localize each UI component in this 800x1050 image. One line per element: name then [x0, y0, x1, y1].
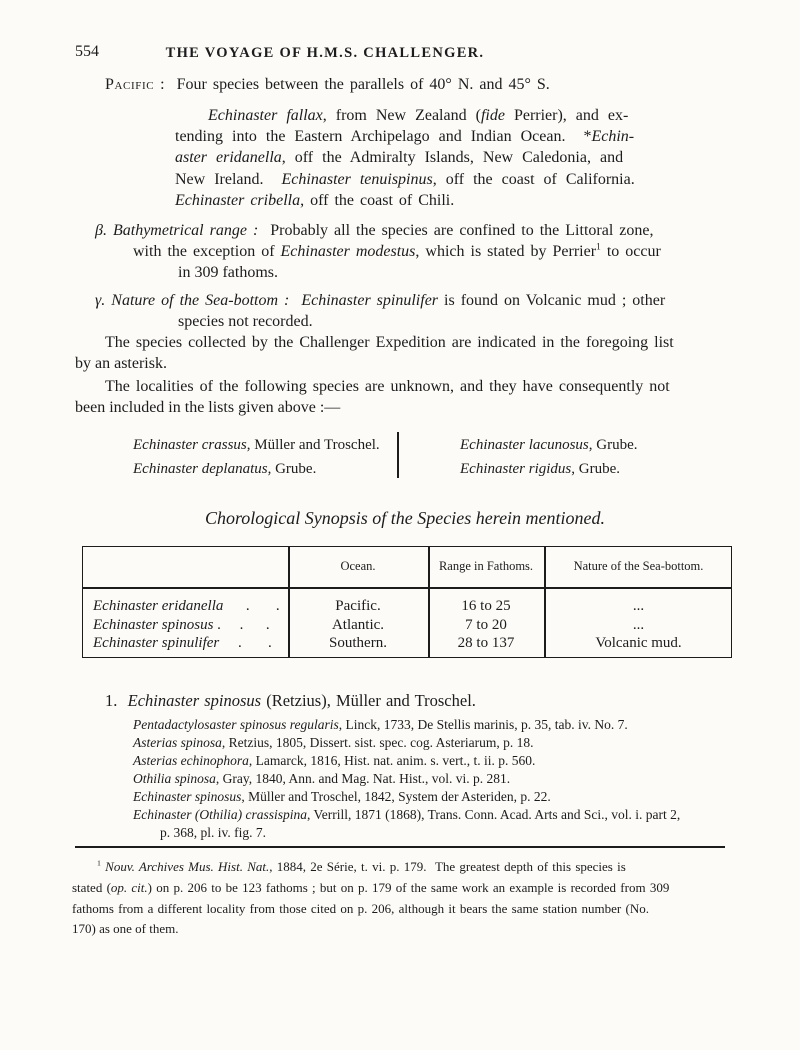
unknown-species-item: Echinaster lacunosus, Grube.: [460, 437, 638, 453]
table-species-cell: Echinaster spinulifer . .: [93, 635, 272, 651]
table-range-cell: 28 to 137: [457, 635, 515, 651]
unknown-species-item: Echinaster crassus, Müller and Troschel.: [133, 437, 380, 453]
synonymy-line: Asterias spinosa, Retzius, 1805, Dissert. sist. spec. cog. Asteriarum, p. 18.: [133, 735, 534, 750]
pacific-detail-line: tending into the Eastern Archipelago and Indian Ocean. *Echin-: [175, 128, 635, 145]
table-header-ocean: Ocean.: [340, 559, 376, 573]
table-range-cell: 7 to 20: [465, 617, 507, 633]
footnote-line: $^1$ Nouv. Archives Mus. Hist. Nat., 1884, 2e Série, t. vi. p. 179. The greatest depth of this species is: [97, 858, 626, 874]
table-ocean-cell: Atlantic.: [331, 617, 385, 633]
localities-note-line: The localities of the following species are unknown, and they have consequently not: [105, 378, 670, 395]
sea-bottom-line: species not recorded.: [178, 313, 313, 330]
table-header-range: Range in Fathoms.: [438, 559, 534, 573]
unknown-species-item: Echinaster rigidus, Grube.: [460, 461, 620, 477]
table-range-cell: 16 to 25: [461, 598, 511, 614]
table-ocean-cell: Southern.: [329, 635, 387, 651]
footnote-line: 170) as one of them.: [72, 921, 179, 936]
localities-note-line: been included in the lists given above :—: [75, 399, 341, 416]
asterisk-note-line: by an asterisk.: [75, 355, 167, 372]
asterisk-note-line: The species collected by the Challenger Expedition are indicated in the foregoing list: [105, 334, 674, 351]
pacific-detail-line: Echinaster cribella, off the coast of Chili.: [175, 192, 455, 209]
table-header-divider: [83, 587, 731, 589]
footnote-line: fathoms from a different locality from those cited on p. 206, although it bears the same station number (No.: [72, 901, 649, 916]
synonymy-line: Echinaster (Othilia) crassispina, Verrill, 1871 (1868), Trans. Conn. Acad. Arts and Sci., vol. i. part 2,: [133, 807, 681, 822]
table-header-bottom: Nature of the Sea-bottom.: [573, 559, 704, 573]
table-bottom-cell: ...: [632, 598, 645, 614]
table-bottom-cell: ...: [632, 617, 645, 633]
synonymy-line: Echinaster spinosus, Müller and Troschel, 1842, System der Asteriden, p. 22.: [133, 789, 551, 804]
pacific-detail-line: Echinaster fallax, from New Zealand (fide Perrier), and ex-: [208, 107, 629, 124]
synopsis-title: Chorological Synopsis of the Species herein mentioned.: [204, 508, 606, 528]
table-species-cell: Echinaster eridanella . .: [93, 598, 280, 614]
sea-bottom-line: γ. Nature of the Sea-bottom : Echinaster spinulifer is found on Volcanic mud ; other: [95, 292, 666, 309]
footnote-line: stated (op. cit.) on p. 206 to be 123 fathoms ; but on p. 179 of the same work an example is recorded from 309: [72, 880, 670, 895]
synonymy-line: Asterias echinophora, Lamarck, 1816, Hist. nat. anim. s. vert., t. ii. p. 560.: [133, 753, 536, 768]
pacific-detail-line: aster eridanella, off the Admiralty Islands, New Caledonia, and: [175, 149, 624, 166]
column-divider-rule: [397, 432, 399, 478]
bathymetrical-range-line: in 309 fathoms.: [178, 264, 278, 281]
synopsis-table: [82, 546, 732, 658]
running-title: THE VOYAGE OF H.M.S. CHALLENGER.: [165, 45, 485, 61]
bathymetrical-range-line: with the exception of Echinaster modestus, which is stated by Perrier$^1$ to occur: [133, 241, 661, 260]
table-species-cell: Echinaster spinosus . . .: [93, 617, 270, 633]
footnote-rule: [75, 846, 725, 848]
table-bottom-cell: Volcanic mud.: [595, 635, 682, 651]
bathymetrical-range-line: β. Bathymetrical range : Probably all the species are confined to the Littoral zone,: [95, 222, 654, 239]
page-number: 554: [75, 43, 99, 60]
synonymy-line: Pentadactylosaster spinosus regularis, Linck, 1733, De Stellis marinis, p. 35, tab. iv. No. 7.: [133, 717, 628, 732]
synonymy-line: Othilia spinosa, Gray, 1840, Ann. and Mag. Nat. Hist., vol. vi. p. 281.: [133, 771, 511, 786]
species-heading: 1. Echinaster spinosus (Retzius), Müller and Troschel.: [105, 691, 476, 710]
pacific-range-line: Pacific : Four species between the parallels of 40° N. and 45° S.: [105, 76, 550, 93]
synonymy-line: p. 368, pl. iv. fig. 7.: [160, 825, 266, 840]
pacific-detail-line: New Ireland. Echinaster tenuispinus, off the coast of California.: [175, 171, 635, 188]
table-ocean-cell: Pacific.: [335, 598, 381, 614]
unknown-species-item: Echinaster deplanatus, Grube.: [133, 461, 317, 477]
